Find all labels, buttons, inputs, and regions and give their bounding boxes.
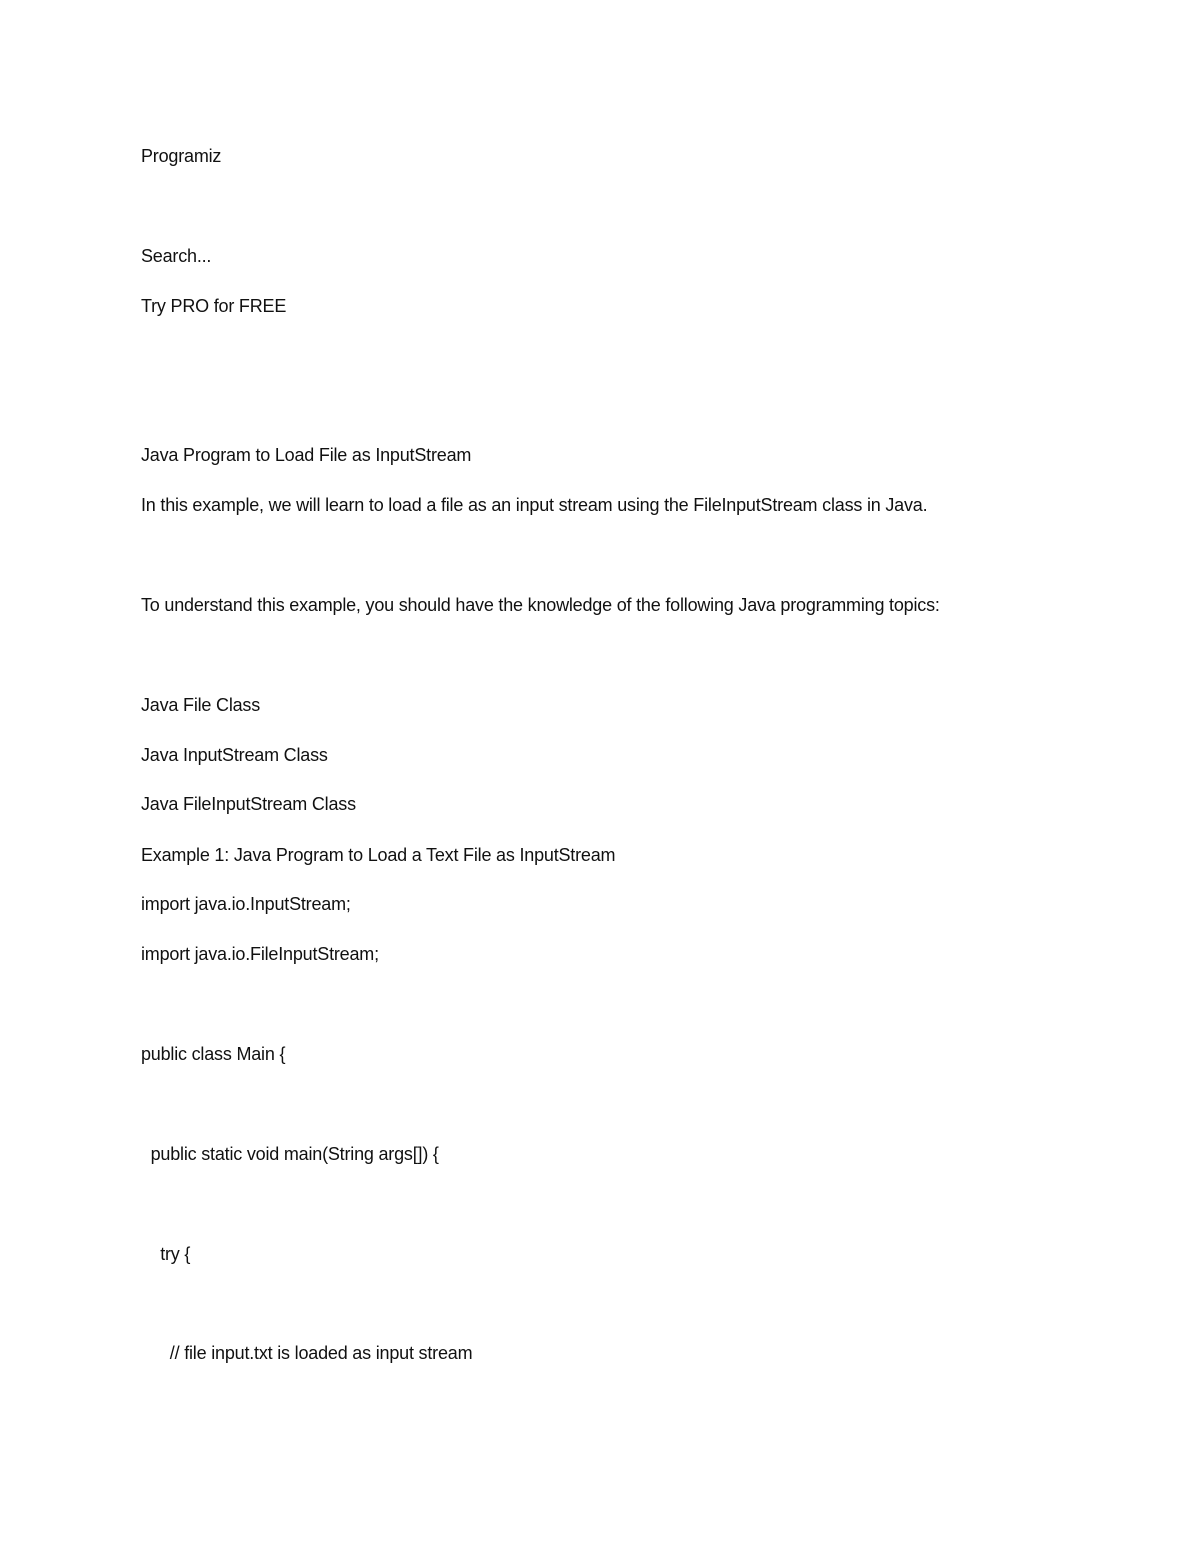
code-line: public static void main(String args[]) { bbox=[141, 1144, 439, 1164]
page-title: Java Program to Load File as InputStream bbox=[141, 445, 472, 465]
code-line: try { bbox=[141, 1244, 191, 1264]
example-heading: Example 1: Java Program to Load a Text File as InputStream bbox=[141, 845, 616, 865]
topic-link[interactable]: Java FileInputStream Class bbox=[141, 794, 356, 814]
intro-paragraph: In this example, we will learn to load a file as an input stream using the FileInputStream class in Java. bbox=[141, 495, 928, 515]
code-line: public class Main { bbox=[141, 1044, 286, 1064]
code-line: // file input.txt is loaded as input stream bbox=[141, 1343, 473, 1363]
topic-link[interactable]: Java File Class bbox=[141, 695, 261, 715]
topic-link[interactable]: Java InputStream Class bbox=[141, 745, 328, 765]
code-line: import java.io.InputStream; bbox=[141, 894, 351, 914]
code-line: import java.io.FileInputStream; bbox=[141, 944, 379, 964]
prerequisites-paragraph: To understand this example, you should have the knowledge of the following Java programming topics: bbox=[141, 595, 940, 615]
search-input[interactable]: Search... bbox=[141, 246, 212, 266]
try-pro-link[interactable]: Try PRO for FREE bbox=[141, 296, 287, 316]
site-name[interactable]: Programiz bbox=[141, 146, 222, 166]
